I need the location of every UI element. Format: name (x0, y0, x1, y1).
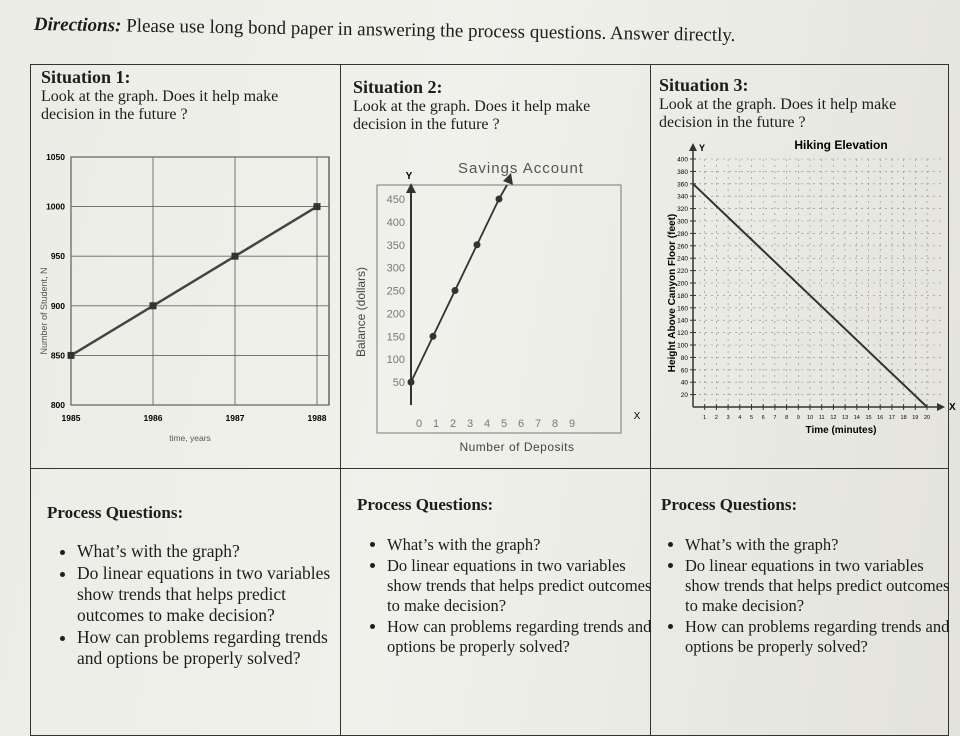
situation-2-title: Situation 2: (353, 77, 443, 97)
y-tick-label: 850 (50, 350, 65, 361)
y-tick-label: 140 (677, 317, 688, 325)
x-tick-label: 16 (877, 415, 884, 421)
situation-3-cell (651, 65, 956, 469)
x-tick-label: 1 (703, 415, 707, 421)
x-tick-label: 19 (912, 415, 919, 421)
data-point (474, 241, 481, 248)
x-tick-label: 13 (842, 415, 849, 421)
y-tick-label: 220 (677, 268, 688, 276)
question-list-1 (51, 541, 347, 670)
y-tick-label: 150 (386, 331, 405, 344)
question-list-3 (659, 535, 955, 658)
y-tick-label: 340 (677, 193, 688, 201)
x-tick-label: 15 (865, 415, 872, 421)
chart-2-title: Savings Account (458, 160, 584, 177)
x-tick-label: 20 (923, 415, 931, 421)
x-tick-label: 14 (853, 415, 860, 421)
y-tick-label: 80 (680, 354, 688, 362)
y-tick-label: 950 (50, 251, 65, 262)
x-tick-label: 18 (900, 415, 907, 421)
process-heading-1: Process Questions: (47, 503, 184, 522)
question-1: • What’s with the graph? (387, 535, 657, 555)
y-tick-label: 260 (677, 243, 688, 251)
x-tick-label: 9 (568, 418, 576, 430)
x-tick-label: 6 (761, 415, 765, 421)
chart-2 (341, 149, 651, 474)
situation-3-header (659, 75, 939, 132)
chart-3 (651, 137, 956, 462)
x-tick-label: 3 (466, 418, 474, 430)
question-1: • What’s with the graph? (77, 541, 347, 562)
y-tick-label: 320 (677, 206, 688, 214)
data-point (430, 333, 437, 340)
y-axis-arrow (689, 143, 697, 151)
x-tick-label: 0 (415, 418, 423, 430)
y-tick-label: 1050 (46, 152, 65, 162)
question-3: • How can problems regarding trends and options be properly solved? (77, 627, 347, 669)
directions-label: Directions: (33, 14, 122, 37)
data-point (496, 196, 503, 203)
x-tick-label: 1988 (307, 413, 327, 423)
x-tick-label: 7 (534, 418, 542, 430)
y-tick-label: 380 (677, 168, 688, 176)
process-questions-1 (31, 469, 341, 736)
x-axis-label: Number of Deposits (459, 440, 575, 454)
y-tick-label: 240 (677, 255, 688, 263)
x-tick-label: 11 (818, 415, 825, 421)
question-3: • How can problems regarding trends and options be properly solved? (387, 617, 657, 657)
y-tick-label: 120 (677, 330, 688, 338)
chart-1 (31, 149, 341, 454)
chart-1-svg (31, 149, 341, 449)
question-2: • Do linear equations in two variables show trends that helps predict outcomes to make decision? (77, 563, 347, 626)
x-tick-label: 2 (449, 418, 457, 430)
directions (34, 14, 934, 50)
x-tick-label: 1 (432, 418, 440, 430)
situation-3-text: Look at the graph. Does it help make decision in the future ? (659, 96, 897, 131)
situation-2-text: Look at the graph. Does it help make decision in the future ? (353, 98, 591, 133)
data-point (408, 379, 415, 386)
x-tick-label: 1985 (61, 413, 81, 423)
y-tick-label: 50 (392, 377, 405, 390)
y-tick-label: 350 (386, 239, 405, 252)
x-axis-arrow (937, 403, 945, 411)
question-list-2 (361, 535, 657, 658)
situation-1-title: Situation 1: (41, 67, 131, 87)
series-line (71, 207, 317, 356)
data-point (314, 203, 321, 210)
situation-1-header (41, 67, 321, 124)
x-tick-label: 6 (517, 418, 525, 430)
x-tick-label: 1986 (143, 413, 163, 423)
y-tick-label: 400 (677, 156, 688, 164)
situations-table (30, 64, 956, 736)
x-tick-label: 2 (714, 415, 718, 421)
process-heading-2: Process Questions: (357, 495, 494, 514)
y-tick-label: 60 (680, 367, 688, 375)
x-tick-label: 8 (551, 418, 559, 430)
y-tick-label: 40 (680, 379, 688, 387)
x-axis-label: time, years (169, 433, 211, 443)
x-tick-label: 17 (888, 415, 895, 421)
situation-1-cell (31, 65, 341, 469)
situation-3-title: Situation 3: (659, 75, 749, 95)
process-heading-3: Process Questions: (661, 495, 798, 514)
situation-1-text: Look at the graph. Does it help make decision in the future ? (41, 88, 279, 123)
x-tick-label: 10 (806, 415, 814, 421)
y-tick-label: 180 (677, 292, 688, 300)
x-axis-letter: X (633, 411, 641, 422)
y-tick-label: 160 (677, 305, 688, 313)
x-tick-label: 8 (785, 415, 789, 421)
y-tick-label: 400 (386, 216, 405, 229)
chart-2-frame (377, 185, 621, 433)
question-3: • How can problems regarding trends and options be properly solved? (685, 617, 955, 657)
y-tick-label: 280 (677, 230, 688, 238)
y-tick-label: 200 (677, 280, 688, 288)
x-tick-label: 4 (738, 415, 742, 421)
x-axis-label: Time (minutes) (805, 425, 877, 436)
y-tick-label: 450 (386, 194, 405, 206)
y-tick-label: 300 (386, 262, 405, 275)
y-tick-label: 800 (50, 400, 65, 410)
process-questions-3 (651, 469, 949, 736)
y-tick-label: 360 (677, 181, 688, 189)
y-tick-label: 100 (386, 354, 405, 367)
data-point (150, 302, 157, 309)
situation-2-cell (341, 65, 651, 469)
data-point (452, 287, 459, 294)
y-axis-label: Number of Student, N (39, 267, 49, 355)
x-tick-label: 4 (483, 418, 491, 430)
y-tick-label: 100 (677, 342, 688, 350)
y-tick-label: 900 (50, 300, 65, 311)
x-tick-label: 7 (773, 415, 777, 421)
chart-3-title: Hiking Elevation (794, 138, 888, 152)
y-axis-letter: Y (405, 171, 413, 182)
y-tick-label: 20 (680, 392, 688, 400)
x-tick-label: 12 (830, 415, 837, 421)
x-axis-letter: X (949, 402, 956, 413)
x-tick-label: 3 (726, 415, 730, 421)
x-tick-label: 9 (796, 415, 800, 421)
question-2: • Do linear equations in two variables show trends that helps predict outcomes to make decision? (387, 556, 657, 616)
chart-1-plot-frame (71, 157, 329, 405)
data-point (68, 352, 75, 359)
situation-2-header (353, 77, 633, 134)
x-tick-label: 5 (749, 415, 754, 421)
process-questions-2 (341, 469, 651, 736)
x-tick-label: 1987 (225, 413, 245, 423)
y-tick-label: 1000 (46, 201, 65, 212)
question-1: • What’s with the graph? (685, 535, 955, 555)
question-2: • Do linear equations in two variables show trends that helps predict outcomes to make decision? (685, 556, 955, 616)
y-tick-label: 200 (386, 308, 405, 321)
y-axis-label: Height Above Canyon Floor (feet) (667, 213, 678, 373)
y-axis-letter: Y (699, 143, 706, 153)
chart-3-svg (651, 137, 956, 457)
y-tick-label: 250 (386, 285, 405, 298)
chart-2-svg (341, 149, 651, 469)
data-point (232, 253, 239, 260)
directions-text: Please use long bond paper in answering the process questions. Answer directly. (126, 15, 736, 47)
y-tick-label: 300 (677, 218, 688, 226)
x-tick-label: 5 (500, 418, 508, 430)
y-axis-label: Balance (dollars) (354, 266, 368, 358)
